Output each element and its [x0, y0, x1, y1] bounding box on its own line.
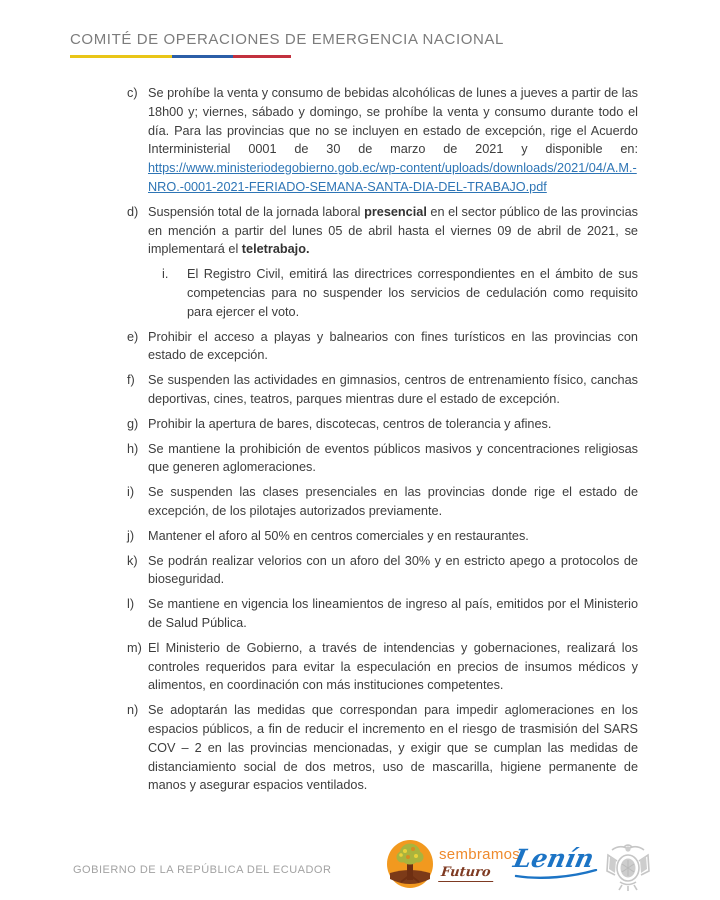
- acuerdo-pdf-link[interactable]: https://www.ministeriodegobierno.gob.ec/wp-content/uploads/downloads/2021/04/A.M.-NRO.-0001-2021-FERIADO-SEMANA-SANTA-DIA-DEL-TRABAJO.pdf: [148, 161, 637, 194]
- body-text: en el sector público de las provincias en mención a partir del lunes 05 de abril hasta el viernes 09 de abril de 2021, se implementará el: [148, 204, 638, 257]
- list-text: [148, 639, 638, 695]
- list-marker: g): [127, 416, 139, 431]
- government-label: GOBIERNO DE LA REPÚBLICA DEL ECUADOR: [73, 864, 332, 876]
- flag-blue-segment: [172, 55, 233, 58]
- sembramos-futuro-logo: [386, 839, 520, 894]
- body-text: Prohibir el acceso a playas y balnearios con fines turísticos en las provincias con estado de excepción.: [148, 329, 638, 363]
- document-header: [70, 31, 504, 58]
- list-text: [148, 84, 638, 197]
- list-text: [148, 595, 638, 633]
- list-marker: n): [127, 703, 139, 718]
- list-marker: k): [127, 553, 138, 568]
- futuro-word: Futuro: [438, 866, 495, 882]
- emphasized-text: presencial: [364, 204, 427, 219]
- list-text: [148, 203, 638, 259]
- list-text: [148, 552, 638, 590]
- body-text: Se adoptarán las medidas que correspondan para impedir aglomeraciones en los espacios públicos, a fin de reducir el incremento en el riesgo de trasmisión del SARS COV – 2 en las provincias mencionadas, y exigir que se cumplan las medidas de distanciamiento social de dos metros, uso de mascarilla, higiene permanente de manos y asegurar espacios ventilados.: [148, 703, 638, 793]
- body-text: El Ministerio de Gobierno, a través de intendencias y gobernaciones, realizará los controles requeridos para evitar la especulación en precios de insumos médicos y alimentos, en coordinación con más instituciones competentes.: [148, 640, 638, 693]
- list-marker: d): [127, 204, 139, 219]
- body-text: Se prohíbe la venta y consumo de bebidas alcohólicas de lunes a jueves a partir de las 18h00 y; viernes, sábado y domingo, se prohíbe la venta y consumo durante todo el día. Para las provincias que no se incluyen en estado de excepción, rige el Acuerdo Interministerial 0001 de 30 de marzo de 2021 y disponible en:: [148, 86, 638, 157]
- list-marker: e): [127, 329, 139, 344]
- list-item: [162, 265, 638, 321]
- list-marker: i): [127, 485, 135, 500]
- sembramos-word: sembramos: [439, 846, 521, 863]
- body-text: Suspensión total de la jornada laboral: [148, 204, 365, 219]
- body-text: Prohibir la apertura de bares, discotecas, centros de tolerancia y afines.: [148, 416, 552, 431]
- list-item: [127, 483, 638, 521]
- list-item: [127, 527, 638, 546]
- ecuador-coat-of-arms-icon: [602, 841, 654, 898]
- body-text: Se suspenden las clases presenciales en las provincias donde rige el estado de excepción, de los pilotajes autorizados previamente.: [148, 485, 638, 518]
- measure-list: [127, 84, 638, 801]
- list-item: [127, 371, 638, 409]
- list-item: [127, 328, 638, 366]
- list-text: [148, 440, 638, 478]
- list-item: [127, 595, 638, 633]
- lenin-signature-icon: [511, 844, 598, 879]
- body-text: Se mantiene la prohibición de eventos públicos masivos y concentraciones religiosas que generen aglomeraciones.: [148, 441, 638, 475]
- list-text: [148, 527, 638, 546]
- list-marker: j): [127, 528, 135, 543]
- body-text: Se suspenden las actividades en gimnasios, centros de entrenamiento físico, canchas deportivas, cines, teatros, parques mientras dure el estado de excepción.: [148, 373, 638, 406]
- body-text: Mantener el aforo al 50% en centros comerciales y en restaurantes.: [148, 528, 529, 543]
- body-text: Se mantiene en vigencia los lineamientos de ingreso al país, emitidos por el Ministerio de Salud Pública.: [148, 597, 638, 630]
- list-text: [148, 371, 638, 409]
- list-marker: m): [127, 640, 142, 655]
- list-marker: c): [127, 86, 138, 100]
- list-item: [127, 552, 638, 590]
- list-marker: l): [127, 597, 135, 612]
- list-text: [148, 328, 638, 366]
- lenin-wordmark: Lenín: [511, 844, 597, 873]
- body-text: Se podrán realizar velorios con un aforo del 30% y en estricto apego a protocolos de bioseguridad.: [148, 553, 638, 587]
- ecuador-flag-divider: [70, 55, 291, 58]
- list-item: [127, 440, 638, 478]
- list-item: [127, 84, 638, 197]
- list-text: [187, 265, 638, 321]
- list-marker: h): [127, 441, 139, 456]
- sembramos-wordmark: [439, 847, 520, 882]
- list-text: [148, 701, 638, 795]
- list-item: [127, 639, 638, 695]
- list-text: [148, 483, 638, 521]
- list-item: [127, 203, 638, 259]
- flag-red-segment: [233, 55, 291, 58]
- body-text: El Registro Civil, emitirá las directrices correspondientes en el ámbito de sus competencias para no suspender los servicios de cedulación como requisito para ejercer el voto.: [187, 267, 638, 319]
- sembramos-tree-icon: [386, 839, 434, 894]
- list-item: [127, 701, 638, 795]
- list-item: [127, 415, 638, 434]
- emphasized-text: teletrabajo.: [241, 242, 310, 257]
- flag-yellow-segment: [70, 55, 172, 58]
- page-title: COMITÉ DE OPERACIONES DE EMERGENCIA NACIONAL: [70, 31, 504, 48]
- list-marker: i.: [162, 267, 169, 282]
- list-marker: f): [127, 373, 135, 388]
- list-text: [148, 415, 638, 434]
